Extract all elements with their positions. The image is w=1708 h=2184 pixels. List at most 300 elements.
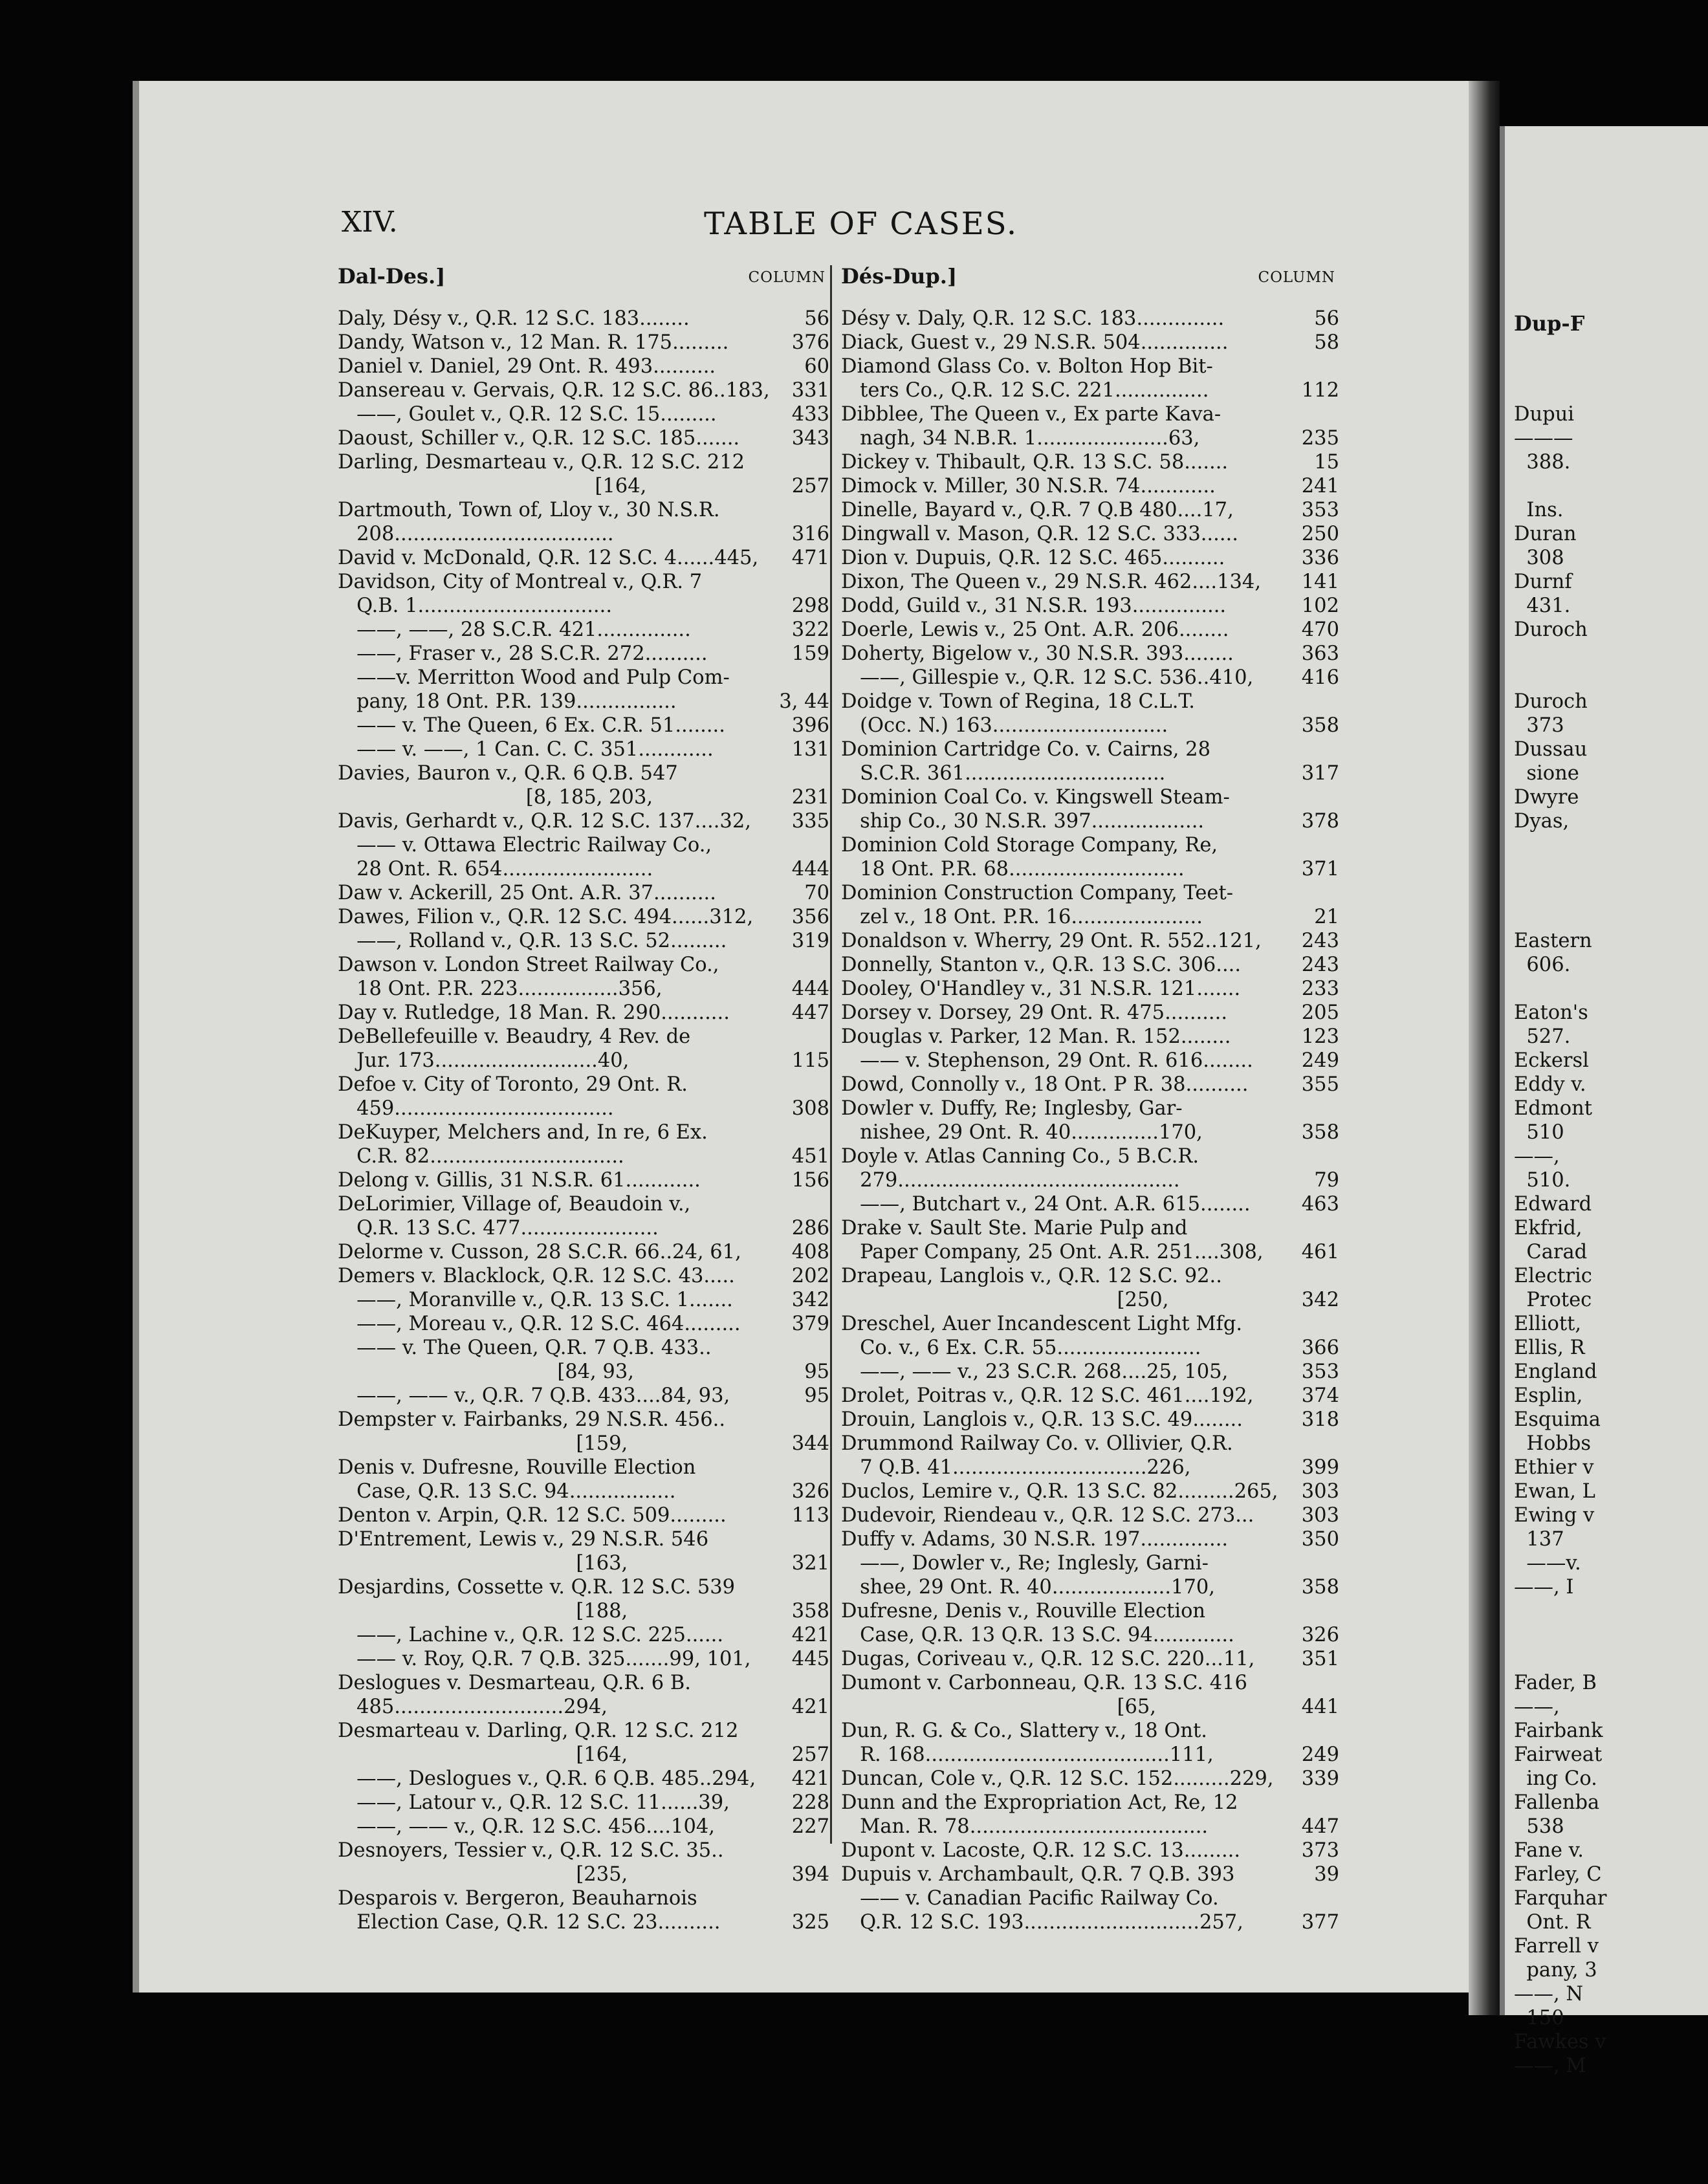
index-entry-line [841, 953, 1339, 977]
column-reference: 227 [791, 1815, 829, 1838]
right-page-entries [1514, 402, 1708, 2078]
index-entry-line [338, 570, 829, 594]
column-reference: 159 [791, 642, 829, 665]
index-entry-line [841, 1743, 1339, 1767]
column-reference: 358 [1301, 1121, 1339, 1144]
column-reference: 394 [791, 1863, 829, 1886]
entry-text: ——, Gillespie v., Q.R. 12 S.C. 536..410, [841, 666, 1254, 689]
right-entry-fragment [1514, 977, 1708, 1001]
column-reference: 249 [1301, 1049, 1339, 1072]
entry-text: Dixon, The Queen v., 29 N.S.R. 462....134, [841, 571, 1262, 593]
entry-text: (Occ. N.) 163............................ [841, 714, 1168, 737]
index-entry-line [841, 1288, 1339, 1312]
page-number: XIV. [342, 206, 398, 239]
entry-text: Election Case, Q.R. 12 S.C. 23.......... [338, 1911, 721, 1934]
index-entry-line [338, 809, 829, 833]
column-reference: 344 [791, 1432, 829, 1455]
middle-column-label: COLUMN [1258, 269, 1335, 286]
column-reference: 335 [791, 810, 829, 833]
entry-text: —— v. Stephenson, 29 Ont. R. 616........ [841, 1049, 1253, 1072]
entry-text: Desparois v. Bergeron, Beauharnois [338, 1887, 697, 1910]
index-entry-line [841, 666, 1339, 690]
right-entry-fragment: ——, N [1514, 1983, 1584, 2005]
column-reference: 131 [791, 738, 829, 761]
right-entry-fragment: 137 [1514, 1528, 1564, 1551]
entry-text: Case, Q.R. 13 Q.R. 13 S.C. 94............. [841, 1624, 1234, 1646]
index-entry-line [338, 1599, 829, 1623]
right-entry-fragment: ——, [1514, 1696, 1560, 1718]
index-entry-line [338, 1288, 829, 1312]
index-entry-line [338, 307, 829, 331]
index-entry-line [841, 1120, 1339, 1144]
column-reference: 351 [1301, 1648, 1339, 1670]
column-reference: 58 [1314, 331, 1339, 354]
index-entry-line [841, 905, 1339, 929]
column-reference: 113 [791, 1504, 829, 1527]
index-entry-line [841, 426, 1339, 450]
entry-text: Dupont v. Lacoste, Q.R. 12 S.C. 13......... [841, 1839, 1241, 1862]
entry-text: Q.R. 13 S.C. 477...................... [338, 1217, 659, 1239]
index-entry-line [338, 355, 829, 378]
entry-text: ——, Rolland v., Q.R. 13 S.C. 52......... [338, 930, 727, 952]
index-entry-line [338, 1025, 829, 1049]
left-column-range: Dal-Des.] [338, 264, 446, 289]
column-reference: 416 [1301, 666, 1339, 689]
entry-text: Dominion Construction Company, Teet- [841, 882, 1234, 904]
entry-text: 459................................... [338, 1097, 614, 1120]
entry-text: Delorme v. Cusson, 28 S.C.R. 66..24, 61, [338, 1241, 741, 1263]
right-entry-fragment: ——v. [1514, 1552, 1581, 1575]
entry-text: Davis, Gerhardt v., Q.R. 12 S.C. 137....32, [338, 810, 751, 833]
index-entry-line [841, 1001, 1339, 1025]
entry-text: Jur. 173..........................40, [338, 1049, 630, 1072]
column-reference: 250 [1301, 523, 1339, 545]
entry-text: ——, Lachine v., Q.R. 12 S.C. 225...... [338, 1624, 724, 1646]
right-entry-fragment: Esquima [1514, 1408, 1601, 1431]
right-entry-fragment: Farquhar [1514, 1887, 1607, 1910]
column-reference: 241 [1301, 475, 1339, 497]
entry-text: ——, Moreau v., Q.R. 12 S.C. 464......... [338, 1313, 741, 1335]
column-reference: 342 [1301, 1289, 1339, 1311]
entry-text: Dupuis v. Archambault, Q.R. 7 Q.B. 393 [841, 1863, 1235, 1886]
entry-text: [65, [841, 1696, 1156, 1718]
column-reference: 353 [1301, 499, 1339, 521]
entry-text: Daniel v. Daniel, 29 Ont. R. 493.......... [338, 355, 716, 378]
entry-text: [164, [338, 1743, 628, 1766]
index-entry-line [841, 1049, 1339, 1073]
index-entry-line [841, 1264, 1339, 1288]
entry-text: [84, 93, [338, 1360, 634, 1383]
entry-text: Donaldson v. Wherry, 29 Ont. R. 552..121, [841, 930, 1262, 952]
column-reference: 243 [1301, 930, 1339, 952]
entry-text: S.C.R. 361................................ [841, 762, 1166, 785]
entry-text: Douglas v. Parker, 12 Man. R. 152........ [841, 1025, 1231, 1048]
entry-text: Drolet, Poitras v., Q.R. 12 S.C. 461....192, [841, 1384, 1254, 1407]
index-entry-line [841, 737, 1339, 761]
right-entry-fragment [1514, 1599, 1708, 1623]
index-entry-line [841, 1408, 1339, 1432]
index-entry-line [841, 714, 1339, 737]
index-entry-line [841, 1623, 1339, 1647]
right-entry-fragment: Eaton's [1514, 1001, 1588, 1024]
column-reference: 363 [1301, 642, 1339, 665]
index-entry-line [841, 929, 1339, 953]
index-entry-line [841, 1719, 1339, 1743]
entry-text: C.R. 82............................... [338, 1145, 624, 1168]
index-entry-line [841, 1456, 1339, 1480]
right-entry-fragment: Fawkes v [1514, 2031, 1606, 2053]
entry-text: pany, 18 Ont. P.R. 139................ [338, 690, 677, 713]
entry-text: —— v. Ottawa Electric Railway Co., [338, 834, 712, 857]
index-entry-line [338, 1120, 829, 1144]
index-entry-line [338, 690, 829, 714]
right-entry-fragment: Dwyre [1514, 786, 1579, 809]
right-entry-fragment: 388. [1514, 451, 1571, 474]
index-entry-line [841, 1097, 1339, 1120]
right-entry-fragment: Ekfrid, [1514, 1217, 1582, 1239]
entry-text: Defoe v. City of Toronto, 29 Ont. R. [338, 1073, 688, 1096]
index-entry-line [841, 402, 1339, 426]
entry-text: ——, —— v., Q.R. 12 S.C. 456....104, [338, 1815, 715, 1838]
column-reference: 441 [1301, 1696, 1339, 1718]
right-entry-fragment: Ins. [1514, 499, 1564, 521]
column-reference: 235 [1301, 427, 1339, 450]
entry-text: —— v. ——, 1 Can. C. C. 351............ [338, 738, 714, 761]
entry-text: Darling, Desmarteau v., Q.R. 12 S.C. 212 [338, 451, 745, 474]
right-entry-fragment [1514, 1623, 1708, 1647]
index-entry-line [841, 1815, 1339, 1839]
column-reference: 257 [791, 475, 829, 497]
column-reference: 358 [1301, 714, 1339, 737]
right-entry-fragment [1514, 1647, 1708, 1671]
entry-text: Doyle v. Atlas Canning Co., 5 B.C.R. [841, 1145, 1199, 1168]
entry-text: Dowd, Connolly v., 18 Ont. P R. 38.......... [841, 1073, 1249, 1096]
index-entry-line [841, 857, 1339, 881]
entry-text: Davies, Bauron v., Q.R. 6 Q.B. 547 [338, 762, 678, 785]
column-reference: 353 [1301, 1360, 1339, 1383]
index-entry-line [338, 1456, 829, 1480]
entry-text: 279............................................. [841, 1169, 1180, 1192]
right-entry-fragment: Electric [1514, 1265, 1592, 1287]
column-reference: 366 [1301, 1337, 1339, 1359]
right-entry-fragment [1514, 833, 1708, 857]
entry-text: —— v. The Queen, 6 Ex. C.R. 51........ [338, 714, 725, 737]
column-reference: 451 [791, 1145, 829, 1168]
right-entry-fragment: Ethier v [1514, 1456, 1594, 1479]
entry-text: ——, Moranville v., Q.R. 13 S.C. 1....... [338, 1289, 733, 1311]
entry-text: Dion v. Dupuis, Q.R. 12 S.C. 465.......... [841, 547, 1225, 569]
entry-text: Desmarteau v. Darling, Q.R. 12 S.C. 212 [338, 1720, 739, 1742]
index-entry-line [338, 1647, 829, 1671]
right-entry-fragment: Eckersl [1514, 1049, 1589, 1072]
entry-text: Donnelly, Stanton v., Q.R. 13 S.C. 306.... [841, 954, 1242, 976]
entry-text: Drouin, Langlois v., Q.R. 13 S.C. 49........ [841, 1408, 1243, 1431]
left-column-label: COLUMN [748, 269, 826, 286]
entry-text: Delong v. Gillis, 31 N.S.R. 61............ [338, 1169, 701, 1192]
entry-text: Co. v., 6 Ex. C.R. 55....................... [841, 1337, 1201, 1359]
index-entry-line [841, 307, 1339, 331]
left-column-header [338, 264, 829, 307]
entry-text: D'Entrement, Lewis v., 29 N.S.R. 546 [338, 1528, 709, 1551]
index-entry-line [841, 1599, 1339, 1623]
entry-text: Dowler v. Duffy, Re; Inglesby, Gar- [841, 1097, 1183, 1120]
column-reference: 326 [1301, 1624, 1339, 1646]
entry-text: Denton v. Arpin, Q.R. 12 S.C. 509......... [338, 1504, 727, 1527]
entry-text: Dufresne, Denis v., Rouville Election [841, 1600, 1206, 1622]
column-reference: 339 [1301, 1767, 1339, 1790]
index-entry-line [338, 1839, 829, 1862]
right-entry-fragment: Farley, C [1514, 1863, 1602, 1886]
index-entry-line [841, 1216, 1339, 1240]
column-reference: 447 [791, 1001, 829, 1024]
index-entry-line [338, 1671, 829, 1695]
entry-text: Doherty, Bigelow v., 30 N.S.R. 393........ [841, 642, 1234, 665]
index-entry-line [338, 977, 829, 1001]
right-entry-fragment: 527. [1514, 1025, 1571, 1048]
entry-text: [164, [338, 475, 647, 497]
index-entry-line [338, 1815, 829, 1839]
column-reference: 60 [804, 355, 829, 378]
entry-text: ——, Fraser v., 28 S.C.R. 272.......... [338, 642, 708, 665]
entry-text: Doerle, Lewis v., 25 Ont. A.R. 206........ [841, 618, 1229, 641]
right-entry-fragment: Dussau [1514, 738, 1588, 761]
index-entry-line [338, 1384, 829, 1408]
index-entry-line [338, 594, 829, 618]
entry-text: Duffy v. Adams, 30 N.S.R. 197.............. [841, 1528, 1229, 1551]
entry-text: Drake v. Sault Ste. Marie Pulp and [841, 1217, 1188, 1239]
column-reference: 102 [1301, 595, 1339, 617]
column-reference: 21 [1314, 906, 1339, 928]
entry-text: zel v., 18 Ont. P.R. 16..................... [841, 906, 1203, 928]
index-entry-line [841, 1862, 1339, 1886]
entry-text: shee, 29 Ont. R. 40...................170, [841, 1576, 1215, 1599]
index-entry-line [338, 929, 829, 953]
index-entry-line [338, 402, 829, 426]
index-entry-line [338, 1168, 829, 1192]
right-entry-fragment: Hobbs [1514, 1432, 1592, 1455]
right-entry-fragment: 308 [1514, 547, 1564, 569]
column-reference: 70 [804, 882, 829, 904]
index-entry-line [338, 618, 829, 642]
right-entry-fragment: 510 [1514, 1121, 1564, 1144]
right-entry-fragment: Fairbank [1514, 1720, 1603, 1742]
right-entry-fragment: Durnf [1514, 571, 1572, 593]
index-entry-line [338, 1575, 829, 1599]
column-reference: 325 [791, 1911, 829, 1934]
entry-text: Q.B. 1............................... [338, 595, 613, 617]
index-entry-line [338, 1862, 829, 1886]
index-entry-line [338, 1503, 829, 1527]
entry-text: Dawson v. London Street Railway Co., [338, 954, 719, 976]
column-reference: 303 [1301, 1504, 1339, 1527]
column-reference: 318 [1301, 1408, 1339, 1431]
index-entry-line [841, 1144, 1339, 1168]
entry-text: Day v. Rutledge, 18 Man. R. 290........... [338, 1001, 730, 1024]
column-reference: 377 [1301, 1911, 1339, 1934]
index-entry-line [841, 1192, 1339, 1216]
index-entry-line [338, 450, 829, 474]
column-reference: 421 [791, 1696, 829, 1718]
column-reference: 331 [791, 379, 829, 402]
column-reference: 202 [791, 1265, 829, 1287]
entry-text: Dodd, Guild v., 31 N.S.R. 193............... [841, 595, 1227, 617]
index-entry-line [338, 761, 829, 785]
right-entry-fragment: Eastern [1514, 930, 1592, 952]
right-entry-fragment: Fane v. [1514, 1839, 1584, 1862]
middle-column-range: Dés-Dup.] [841, 264, 958, 289]
column-reference: 471 [791, 547, 829, 569]
right-entry-fragment: Duroch [1514, 618, 1588, 641]
column-reference: 39 [1314, 1863, 1339, 1886]
right-entry-fragment: Carad [1514, 1241, 1588, 1263]
right-entry-fragment: Fader, B [1514, 1672, 1597, 1694]
index-entry-line [338, 666, 829, 690]
index-entry-line [841, 1480, 1339, 1503]
entry-text: Daly, Désy v., Q.R. 12 S.C. 183........ [338, 307, 690, 330]
index-entry-line [841, 1025, 1339, 1049]
index-entry-line [338, 1216, 829, 1240]
entry-text: DeLorimier, Village of, Beaudoin v., [338, 1193, 691, 1216]
right-entry-fragment: Esplin, [1514, 1384, 1583, 1407]
entry-text: Duclos, Lemire v., Q.R. 13 S.C. 82.........265, [841, 1480, 1278, 1503]
index-entry-line [841, 1839, 1339, 1862]
column-reference: 243 [1301, 954, 1339, 976]
entry-text: Dominion Coal Co. v. Kingswell Steam- [841, 786, 1230, 809]
column-reference: 303 [1301, 1480, 1339, 1503]
column-reference: 342 [791, 1289, 829, 1311]
index-entry-line [338, 1886, 829, 1910]
right-entry-fragment: ——, I [1514, 1576, 1574, 1599]
entry-text: Dempster v. Fairbanks, 29 N.S.R. 456.. [338, 1408, 726, 1431]
entry-text: 18 Ont. P.R. 223................356, [338, 977, 662, 1000]
entry-text: Diack, Guest v., 29 N.S.R. 504.............. [841, 331, 1229, 354]
index-entry-line [841, 546, 1339, 570]
index-entry-line [841, 331, 1339, 355]
right-entry-fragment [1514, 642, 1708, 666]
index-entry-line [841, 618, 1339, 642]
column-reference: 433 [791, 403, 829, 426]
column-reference: 319 [791, 930, 829, 952]
right-entry-fragment: 373 [1514, 714, 1564, 737]
right-entry-fragment: Fallenba [1514, 1791, 1600, 1814]
right-entry-fragment: 150 [1514, 2007, 1564, 2029]
right-entry-fragment: Ewan, L [1514, 1480, 1595, 1503]
right-entry-fragment: 510. [1514, 1169, 1571, 1192]
column-reference: 445 [791, 1648, 829, 1670]
entry-text: [8, 185, 203, [338, 786, 653, 809]
index-entry-line [338, 1240, 829, 1264]
column-reference: 257 [791, 1743, 829, 1766]
index-entry-line [338, 522, 829, 546]
index-entry-line [841, 833, 1339, 857]
index-entry-line [338, 714, 829, 737]
column-reference: 322 [791, 618, 829, 641]
index-entry-line [841, 1791, 1339, 1815]
column-reference: 343 [791, 427, 829, 450]
column-reference: 358 [1301, 1576, 1339, 1599]
column-reference: 123 [1301, 1025, 1339, 1048]
column-reference: 378 [1301, 810, 1339, 833]
index-entry-line [338, 953, 829, 977]
entry-text: nishee, 29 Ont. R. 40..............170, [841, 1121, 1203, 1144]
index-entry-line [338, 1432, 829, 1456]
index-entry-line [841, 1886, 1339, 1910]
column-reference: 461 [1301, 1241, 1339, 1263]
entry-text: Dimock v. Miller, 30 N.S.R. 74............ [841, 475, 1216, 497]
index-entry-line [841, 1168, 1339, 1192]
right-entry-fragment: 606. [1514, 954, 1571, 976]
index-entry-line [338, 833, 829, 857]
index-entry-line [338, 498, 829, 522]
column-reference: 379 [791, 1313, 829, 1335]
column-divider [830, 265, 832, 1844]
index-entry-line [841, 1647, 1339, 1671]
column-reference: 421 [791, 1767, 829, 1790]
middle-column-entries [841, 307, 1339, 1934]
column-reference: 408 [791, 1241, 829, 1263]
column-reference: 374 [1301, 1384, 1339, 1407]
entry-text: ters Co., Q.R. 12 S.C. 221............... [841, 379, 1209, 402]
entry-text: ——, Dowler v., Re; Inglesly, Garni- [841, 1552, 1209, 1575]
column-reference: 355 [1301, 1073, 1339, 1096]
entry-text: Dominion Cartridge Co. v. Cairns, 28 [841, 738, 1210, 761]
right-entry-fragment: Duroch [1514, 690, 1588, 713]
entry-text: Dartmouth, Town of, Lloy v., 30 N.S.R. [338, 499, 720, 521]
column-reference: 350 [1301, 1528, 1339, 1551]
book-gutter [1469, 81, 1500, 2015]
right-entry-fragment: sione [1514, 762, 1579, 785]
column-reference: 371 [1301, 858, 1339, 880]
entry-text: Desjardins, Cossette v. Q.R. 12 S.C. 539 [338, 1576, 736, 1599]
right-entry-fragment [1514, 666, 1708, 690]
right-page-range: Dup-F [1514, 311, 1585, 336]
right-entry-fragment: Protec [1514, 1289, 1592, 1311]
index-entry-line [841, 355, 1339, 378]
entry-text: DeBellefeuille v. Beaudry, 4 Rev. de [338, 1025, 691, 1048]
entry-text: Dudevoir, Riendeau v., Q.R. 12 S.C. 273... [841, 1504, 1254, 1527]
column-reference: 447 [1301, 1815, 1339, 1838]
right-page-fragment [1514, 264, 1708, 2102]
column-reference: 141 [1301, 571, 1339, 593]
entry-text: [235, [338, 1863, 628, 1886]
column-reference: 95 [804, 1384, 829, 1407]
page-title: TABLE OF CASES. [704, 206, 1018, 242]
entry-text: Dawes, Filion v., Q.R. 12 S.C. 494......312, [338, 906, 754, 928]
column-reference: 463 [1301, 1193, 1339, 1216]
index-entry-line [338, 1527, 829, 1551]
entry-text: —— v. Canadian Pacific Railway Co. [841, 1887, 1219, 1910]
index-entry-line [841, 1527, 1339, 1551]
index-entry-line [841, 1312, 1339, 1336]
column-reference: 470 [1301, 618, 1339, 641]
entry-text: ——, Goulet v., Q.R. 12 S.C. 15......... [338, 403, 717, 426]
column-reference: 336 [1301, 547, 1339, 569]
column-reference: 356 [791, 906, 829, 928]
entry-text: Drummond Railway Co. v. Ollivier, Q.R. [841, 1432, 1233, 1455]
entry-text: 18 Ont. P.R. 68............................ [841, 858, 1185, 880]
index-entry-line [338, 1791, 829, 1815]
index-entry-line [338, 1144, 829, 1168]
right-entry-fragment: pany, 3 [1514, 1959, 1597, 1982]
column-reference: 376 [791, 331, 829, 354]
column-reference: 321 [791, 1552, 829, 1575]
index-entry-line [841, 642, 1339, 666]
column-reference: 56 [1314, 307, 1339, 330]
index-entry-line [841, 785, 1339, 809]
index-entry-line [841, 1503, 1339, 1527]
column-reference: 249 [1301, 1743, 1339, 1766]
index-entry-line [338, 881, 829, 905]
